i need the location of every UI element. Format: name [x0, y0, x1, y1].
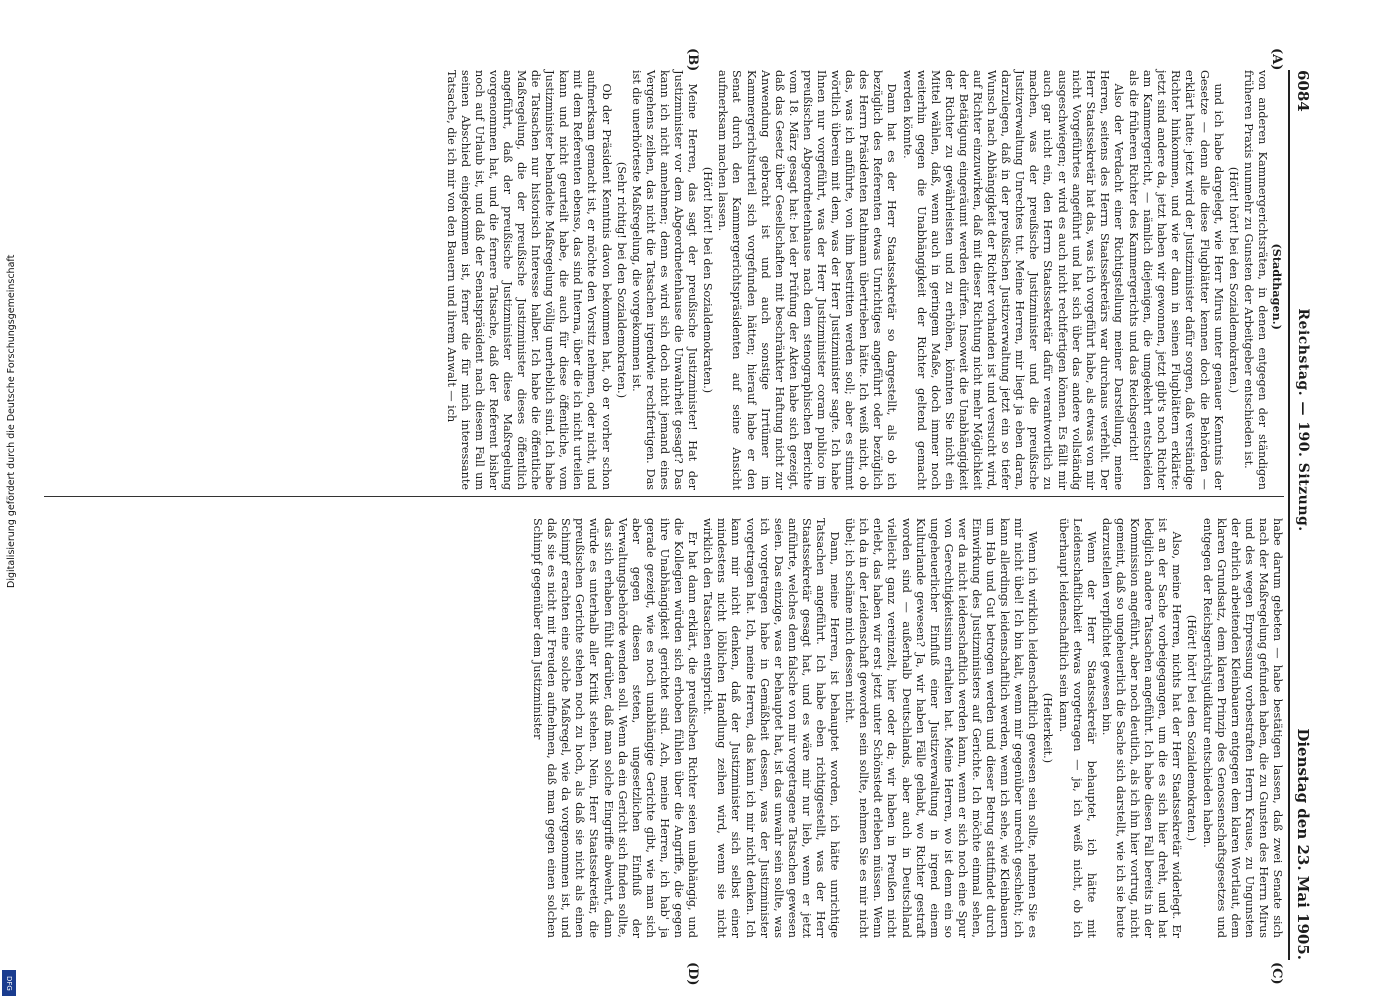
paragraph: Dann, meine Herren, ist behauptet worden, ich hätte unrichtige Tatsachen angeführt. Ich habe eben richtiggestellt, was der Herr Staatssekretär gesagt hat, und es wäre mir nur lieb, wenn er jetzt anführte, welches denn falsche von mir vorgetragene Tatsachen gewesen seien. Das einzige, was er behauptet hat, ist das unwahr sein sollte, was ich vorgetragen habe in Gemäßheit dessen, was der Justizminister vorgetragen hat. Ich, meine Herren, das kann ich mir nicht denken. Ich kann mir nicht denken, daß der Justizminister sich selbst einer mindestens nicht löblichen Handlung zeihen wird, wenn sie nicht wirklich den Tatsachen entspricht. [701, 518, 842, 938]
paragraph: von anderen Kammergerichtsräten, in denen entgegen der ständigen früheren Praxis nunmehr zu Gunsten der Arbeitgeber entschieden ist. [1241, 70, 1269, 490]
page-header [1292, 70, 1314, 960]
paragraph: Also der Verdacht einer Richtigstellung meiner Darstellung, meine Herren, seitens des Herrn Staatssekretärs war durchaus verfehlt. Der Herr Staatssekretär hat das, was ich vorgeführt habe, als etwas von mir nicht Vorgeführtes angeführt und hat sich über das andere vollständig ausgeschwiegen; er wird es auch nicht rechtfertigen können. Es fällt mir auch gar nicht ein, den Herrn Staatssekretär dafür verantwortlich zu machen, was der preußische Justizminister und die preußische Justizverwaltung Unrechtes tut. Meine Herren, mir liegt ja eben daran, darzulegen, daß in der preußischen Justizverwaltung jetzt ein so tiefer Wunsch nach Abhängigkeit der Richter vorhanden ist und versucht wird, auf Richter einzuwirken, daß mit dieser Richtung nicht mehr Möglichkeit der Betätigung eingeräumt werden dürfen. Insoweit die Unabhängigkeit der Richter zu gewährleisten und zu erhöhen, könnten Sie nicht ein Mittel wählen, daß, wenn auch in geringem Maße, doch immer noch weiterhin gegen die Unabhängigkeit der Richter geltend gemacht werden könnte. [900, 70, 1125, 490]
paragraph: Wenn ich wirklich leidenschaftlich gewesen sein sollte, nehmen Sie es mir nicht übel! Ich bin kalt, wenn mir gegenüber unrecht geschieht; ich kann allerdings leidenschaftlich werden, wenn ich sehe, wie Kleinbauern um Hab und Gut betrogen werden und dieser Betrug stattfindet durch Einwirkung des Justizministers auf Gerichte. Ich möchte einmal sehen, wer da nicht leidenschaftlich werden kann, wenn er sich noch eine Spur von Gerechtigkeitssinn erhalten hat. Meine Herren, wo ist denn ein so ungeheuerlicher Einfluß einer Justizverwaltung in irgend einem Kulturlande gewesen? Ja, wir haben Fälle gehabt, wo Richter gestraft worden sind — außerhalb Deutschlands, aber auch in Deutschland vielleicht ganz vereinzelt, hier oder da; wir haben in Preußen nicht erlebt, das haben wir erst jetzt unter Schönstedt erleben müssen. Wenn ich da in der Leidenschaft geworden sein sollte, nehmen Sie es mir nicht übel; ich schäme mich dessen nicht. [843, 518, 1040, 938]
paragraph: und ich habe dargelegt, wie Herr Mirus unter genauer Kenntnis der Gesetze — denn alle diese Flugblätter kennen doch die Behörden — erklärt hatte: jetzt wird der Justizminister dafür sorgen, daß verständige Richter hinkommen, und wie er dann in seinen Flugblättern erklärte: jetzt sind andere da, jetzt haben wir gewonnen, jetzt gibt's noch Richter am Kammergericht, — nämlich diejenigen, die umgekehrt entscheiden als die früheren Richter des Kammergerichts und das Reichsgericht! [1127, 70, 1225, 490]
interjection: (Hört! hört! bei den Sozialdemokraten.) [701, 166, 715, 394]
margin-marker-a: (A) [1269, 48, 1284, 71]
paragraph: Also, meine Herren, nichts hat der Herr Staatssekretär widerlegt. Er ist an der Sache vorbeigegangen, um die es sich hier dreht, und hat lediglich andere Tatsachen angeführt. Ich habe diesen Fall bereits in der Kommission angeführt, aber noch deutlich, als ich ihn hier vortrug, nicht gemeint, daß so ungeheuerlich die Sache sich darstellt, wie ich sie heute darzustellen verpflichtet gewesen bin. [1099, 518, 1184, 938]
margin-marker-d: (D) [685, 962, 700, 986]
column-divider [44, 496, 1284, 497]
interjection: (Sehr richtig! bei den Sozialdemokraten.) [614, 161, 628, 399]
interjection: (Heiterkeit.) [1041, 692, 1055, 764]
interjection: (Hört! hört! bei den Sozialdemokraten.) [1226, 166, 1240, 394]
left-column [442, 70, 1284, 490]
header-rule [1288, 70, 1290, 960]
margin-marker-c: (C) [1269, 962, 1284, 985]
header-date: Dienstag den 23. Mai 1905. [1294, 728, 1312, 960]
right-column [529, 518, 1284, 938]
margin-marker-b: (B) [685, 48, 700, 72]
paragraph: Wenn der Herr Staatssekretär behauptet, ich hätte mit Leidenschaftlichkeit etwas vorgetragen — ja, ich weiß nicht, ob ich überhaupt leidenschaftlich sein kann. [1056, 518, 1098, 938]
page-number: 6084 [1294, 70, 1312, 112]
interjection: (Hört! hört! bei den Sozialdemokraten.) [1185, 614, 1199, 842]
header-title: Reichstag. — 190. Sitzung. [1295, 308, 1311, 532]
dfg-logo: DFG [2, 970, 16, 996]
digitization-credit: Digitalisierung gefördert durch die Deutsche Forschungsgemeinschaft [6, 254, 17, 588]
paragraph: Er hat dann erklärt, die preußischen Richter seien unabhängig, und die Kollegien würden sich erhoben fühlen über die Angriffe, die gegen ihre Unabhängigkeit gerichtet sind. Ach, meine Herren, ich hab' ja gerade gezeigt, wie es noch unabhängige Gerichte gibt, wie man sich aber gegen diesen steten, ungesetzlichen Einfluß der Verwaltungsbehörde wenden soll. Wenn da ein Gericht sich finden sollte, das sich erhaben fühlt darüber, daß man solche Eingriffe abwehrt, dann würde es unterhalb aller Kritik stehen. Nein, Herr Staatssekretär, die preußischen Gerichte stehen noch zu hoch, als daß sie nicht als einen Schimpf erachten eine solche Maßregel, wie da vorgenommen ist, und daß sie es nicht mit Freuden aufnehmen, daß man gegen einen solchen Schimpf gegenüber dem Justizminister [531, 518, 700, 938]
paragraph: Dann hat es der Herr Staatssekretär so dargestellt, als ob ich bezüglich des Referenten etwas Unrichtiges angeführt oder bezüglich des Herrn Präsidenten Rathmann übertrieben hätte. Ich weiß nicht, ob das, was ich anführte, von ihm bestritten werden soll; aber es stimmt wörtlich überein mit dem, was der Herr Justizminister sagte. Ich habe Ihnen nur vorgeführt, was der Herr Justizminister coram publico im preußischen Abgeordnetenhause nach dem stenographischen Berichte vom 18. März gesagt hat: bei der Prüfung der Akten habe sich gezeigt, daß das Gesetz über Gesellschaften mit beschränkter Haftung nicht zur Anwendung gebracht ist und auch sonstige Irrtümer im Kammergerichtsurteil sich vorgefunden hätten; hierauf habe er den Senat durch den Kammergerichtspräsidenten auf seine Ansicht aufmerksam machen lassen. [716, 70, 899, 490]
paragraph: habe darum gebeten — habe bestätigen lassen, daß zwei Senate sich nach der Maßregelung gefunden haben, die zu Gunsten des Herrn Mirus und des wegen Erpressung vorbestraften Herrn Krause, zu Ungunsten der ehrlich arbeitenden Kleinbauern entgegen dem klaren Wortlaut, dem klaren Grundsatz, dem klaren Prinzip des Genossenschaftsgesetzes und entgegen der Reichsgerichtsjudikatur entschieden haben. [1200, 518, 1284, 938]
paragraph: Meine Herren, das sagt der preußische Justizminister! Hat der Justizminister vor dem Abgeordnetenhause die Unwahrheit gesagt? Das kann ich nicht annehmen; denn es wird sich doch nicht jemand eines Vergehens zeihen, das nicht die Tatsachen irgendwie rechtfertigen. Das ist die unerhörteste Maßregelung, die vorgekommen ist. [629, 70, 700, 490]
paragraph: Ob der Präsident Kenntnis davon bekommen hat, ob er vorher schon aufmerksam gemacht ist, er möchte den Vorsitz nehmen, oder nicht, und mit dem Referenten ebenso, das sind Interna, über die ich nicht urteilen kann und nicht geurteilt habe, die auch für diese öffentliche, vom Justizminister behandelte Maßregelung völlig unerheblich sind. Ich habe die Tatsachen nur historisch Interesse halber. Ich habe die öffentliche Maßregelung, die der preußische Justizminister dieses öffentlich angeführt, daß der preußische Justizminister diese Maßregelung vorgenommen hat, und die fernere Tatsache, daß der Referent bisher noch auf Urlaub ist, und daß der Senatspräsident nach diesem Fall um seinen Abschied eingekommen ist, ferner die für mich interessante Tatsache, die ich mir von den Bauern und ihrem Anwalt — ich [444, 70, 613, 490]
speaker-name: (Stadthagen.) [1270, 243, 1284, 330]
